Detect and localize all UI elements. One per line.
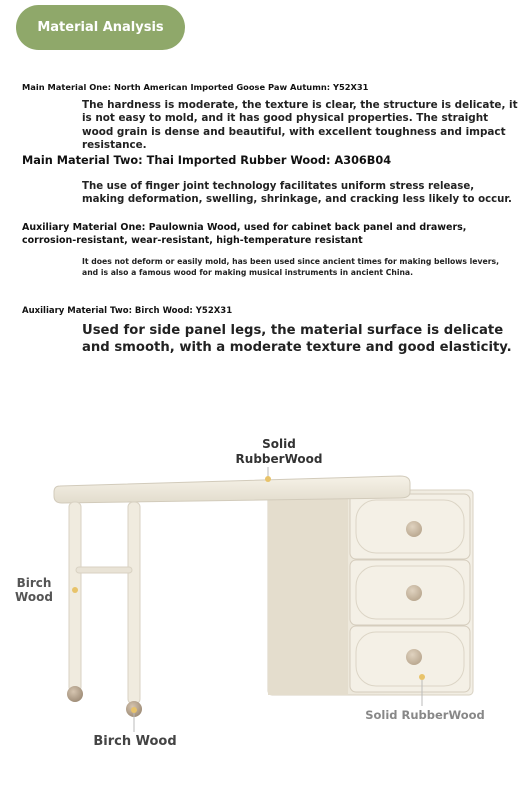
- callout-birch-wood-left: Birch Wood: [15, 576, 53, 604]
- marker-bottom: [131, 707, 137, 713]
- drawer-knob-3: [406, 649, 422, 665]
- marker-right: [419, 674, 425, 680]
- material-text-3: It does not deform or easily mold, has been used since ancient times for making bellows levers, and is also a famous wood for making musical instruments in ancient China.: [82, 257, 500, 277]
- material-heading-2: Main Material Two: Thai Imported Rubber Wood: A306B04: [22, 154, 392, 167]
- drawer-knob-2: [406, 585, 422, 601]
- drawer-knob-1: [406, 521, 422, 537]
- callout-solid-rubberwood-top: Solid RubberWood: [235, 437, 323, 466]
- material-heading-3: Auxiliary Material One: Paulownia Wood, used for cabinet back panel and drawers, corrosion-resistant, wear-resistant, high-temperature resistant: [22, 222, 467, 246]
- material-text-2: The use of finger joint technology facilitates uniform stress release, making deformation, swelling, shrinkage, and cracking less likely to occur.: [82, 181, 512, 206]
- material-heading-1: Main Material One: North American Imported Goose Paw Autumn: Y52X31: [22, 82, 369, 92]
- material-text-4: Used for side panel legs, the material surface is delicate and smooth, with a moderate texture and good elasticity.: [82, 323, 512, 355]
- callout-birch-wood-bottom: Birch Wood: [93, 734, 177, 749]
- material-text-1: The hardness is moderate, the texture is clear, the structure is delicate, it is not easy to mold, and it has good physical properties. The straight wood grain is dense and beautiful, with excellent toughness and impact resistance.: [82, 99, 518, 152]
- material-heading-4: Auxiliary Material Two: Birch Wood: Y52X31: [22, 306, 233, 316]
- desk-top: [54, 476, 410, 503]
- marker-left: [72, 587, 78, 593]
- drawer-cabinet: [268, 490, 473, 695]
- marker-top: [265, 476, 271, 482]
- callout-solid-rubberwood-right: Solid RubberWood: [365, 708, 485, 722]
- material-analysis-badge: Material Analysis: [16, 5, 185, 50]
- birch-legs: [67, 502, 142, 717]
